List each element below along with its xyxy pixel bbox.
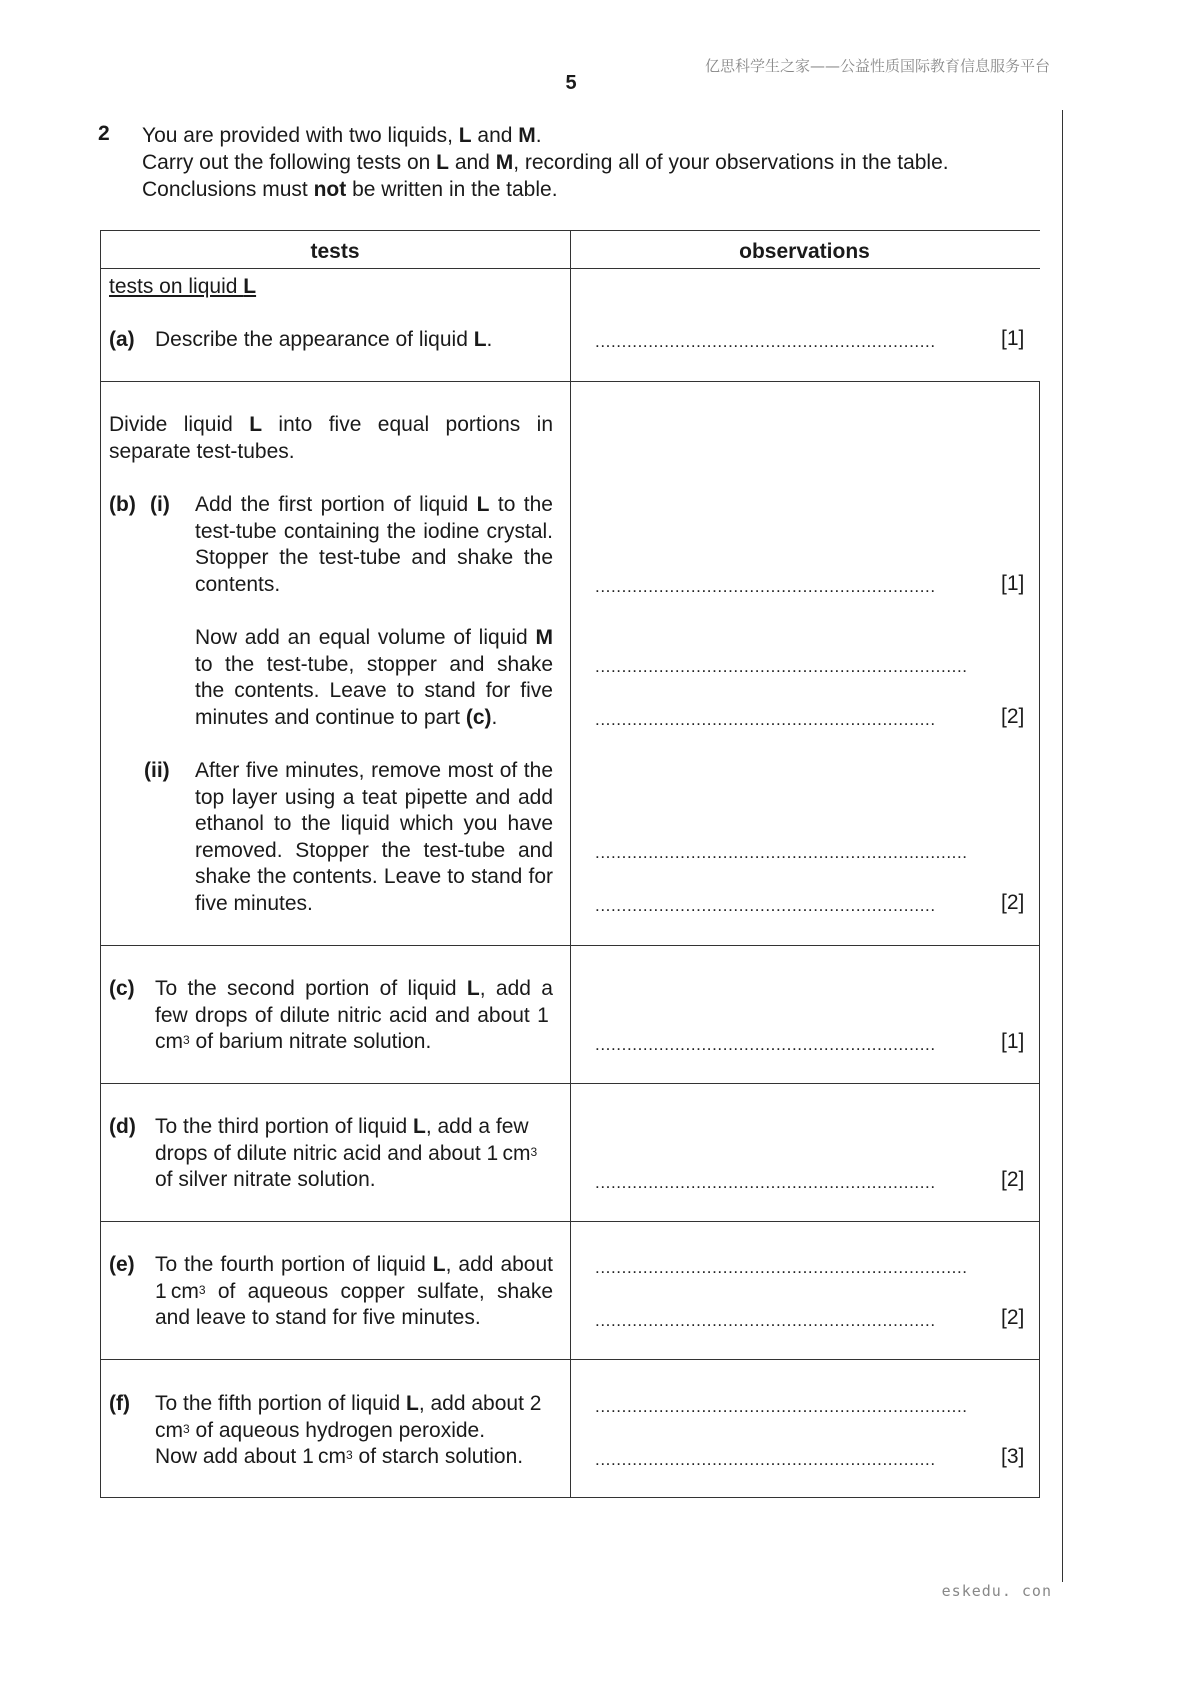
test-f-label: (f) [109,1392,130,1415]
footer-watermark: eskedu. con [941,1582,1052,1600]
column-divider [570,230,571,1498]
intro-line-3: Conclusions must not be written in the table. [142,178,558,201]
answer-line-f-a[interactable]: ...................................................................... [595,1397,968,1416]
answer-line-b-ii-b[interactable]: ................................................................ [595,896,936,915]
mark-e: [2] [1001,1306,1025,1329]
table-right-border [1039,381,1040,1498]
header-observations: observations [739,240,870,263]
mark-f: [3] [1001,1445,1025,1468]
test-d-label: (d) [109,1115,136,1138]
header-tests: tests [310,240,360,263]
test-b-i-label: (i) [150,493,170,516]
test-e-label: (e) [109,1253,135,1276]
answer-line-e-a[interactable]: ...................................................................... [595,1258,968,1277]
question-intro [142,122,949,203]
mark-c: [1] [1001,1030,1025,1053]
test-c-label: (c) [109,977,135,1000]
test-b-i-text-2: Now add an equal volume of liquid M to the test-tube, stopper and shake the contents. Leave to stand for five minutes and continue to part (c). [195,626,553,729]
header-watermark: 亿思科学生之家——公益性质国际教育信息服务平台 [704,57,1050,75]
answer-line-f-b[interactable]: ................................................................ [595,1450,936,1469]
test-e-text: To the fourth portion of liquid L, add about 1 $cm^3$ of aqueous copper sulfate, shake and leave to stand for five minutes. [155,1253,553,1329]
answer-line-b-i-2a[interactable]: ...................................................................... [595,657,968,676]
answer-line-e-b[interactable]: ................................................................ [595,1311,936,1330]
test-a-text: Describe the appearance of liquid L. [155,328,493,351]
test-f-text: To the fifth portion of liquid L, add about 2 $cm^3$ of aqueous hydrogen peroxide. Now add about 1 $cm^3$ of starch solution. [155,1392,542,1468]
page-number: 5 [565,72,577,94]
intro-line-1: You are provided with two liquids, L and M. [142,124,542,147]
test-b-i-text-1: Add the first portion of liquid L to the test-tube containing the iodine crystal. Stopper the test-tube and shake the contents. [195,493,553,596]
test-b-label: (b) [109,493,136,516]
mark-b-i-2: [2] [1001,705,1025,728]
test-b-ii-text: After five minutes, remove most of the top layer using a teat pipette and add ethanol to the liquid which you have removed. Stopper the test-tube and shake the contents. Leave to stand for five minutes. [195,759,553,915]
intro-line-2: Carry out the following tests on L and M, recording all of your observations in the table. [142,151,949,174]
divide-instruction: Divide liquid L into five equal portions in separate test-tubes. [109,413,554,463]
answer-line-b-i-2b[interactable]: ................................................................ [595,710,936,729]
test-c-text: To the second portion of liquid L, add a few drops of dilute nitric acid and about 1 $cm^3$ of barium nitrate solution. [155,977,553,1053]
answer-line-d[interactable]: ................................................................ [595,1173,936,1192]
test-d-text: To the third portion of liquid L, add a few drops of dilute nitric acid and about 1 $cm^3$ of silver nitrate solution. [155,1115,538,1191]
mark-b-ii: [2] [1001,891,1025,914]
answer-line-c[interactable]: ................................................................ [595,1035,936,1054]
mark-a: [1] [1001,327,1025,350]
question-number: 2 [98,122,110,145]
mark-d: [2] [1001,1168,1025,1191]
test-b-ii-label: (ii) [144,759,170,782]
section-title: tests on liquid L [109,275,257,298]
test-a-label: (a) [109,328,135,351]
answer-line-a[interactable]: ................................................................ [595,332,936,351]
answer-line-b-i-1[interactable]: ................................................................ [595,577,936,596]
mark-b-i-1: [1] [1001,572,1025,595]
table-left-border [100,230,101,1498]
answer-line-b-ii-a[interactable]: ...................................................................... [595,843,968,862]
margin-line [1062,110,1063,1582]
